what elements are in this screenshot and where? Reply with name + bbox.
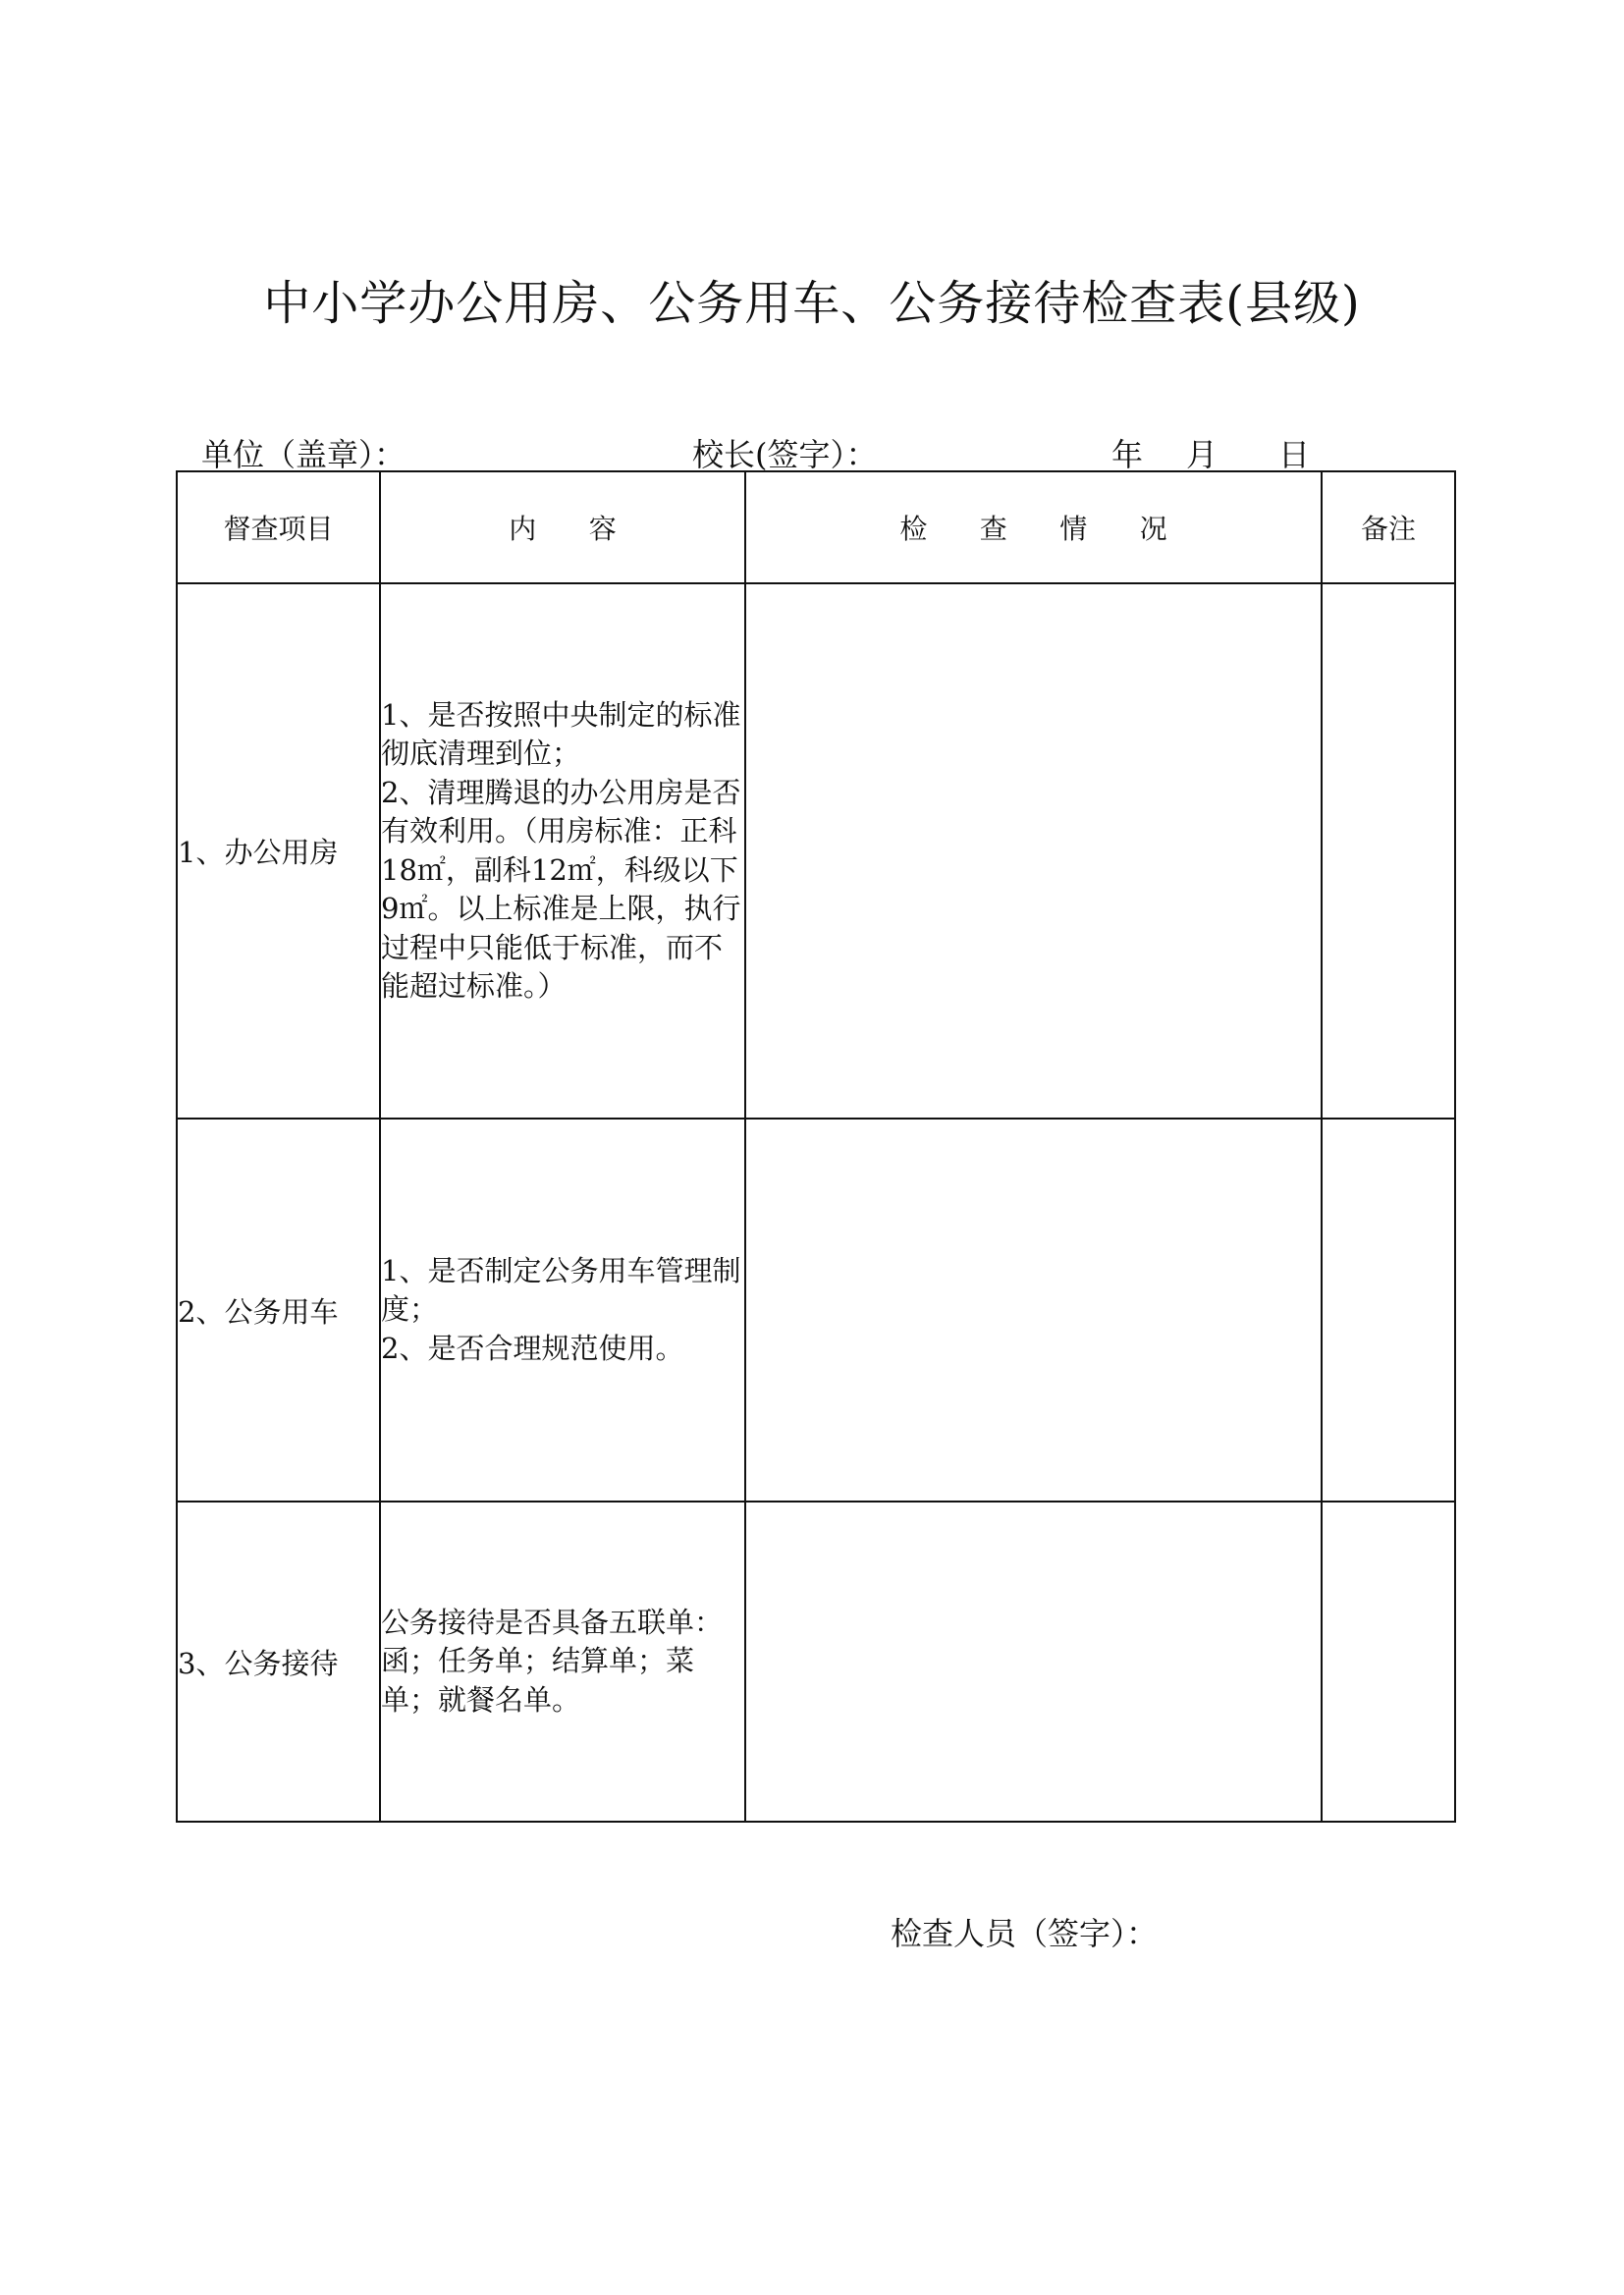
- header-check: 检 查 情 况: [745, 471, 1322, 583]
- content-line: 1、是否按照中央制定的标准彻底清理到位；: [381, 697, 741, 770]
- row-item-official-vehicles: 2、公务用车: [177, 1119, 380, 1502]
- table-row: [177, 1502, 1455, 1822]
- check-cell[interactable]: [745, 1502, 1322, 1822]
- date-month-label: 月: [1186, 436, 1218, 473]
- document-title: 中小学办公用房、公务用车、公务接待检查表(县级): [263, 276, 1361, 331]
- header-note: 备注: [1322, 471, 1455, 583]
- date-year-label: 年: [1111, 436, 1144, 473]
- table-row: [177, 1119, 1455, 1502]
- content-line: 2、清理腾退的办公用房是否有效利用。（用房标准：正科18㎡，副科12㎡，科级以下9㎡。以上标准是上限，执行过程中只能低于标准，而不能超过标准。）: [381, 775, 741, 1003]
- content-line: 1、是否制定公务用车管理制度；: [381, 1253, 741, 1327]
- note-cell[interactable]: [1322, 1119, 1455, 1502]
- principal-signature-label: 校长(签字）：: [692, 436, 878, 473]
- row-item-office-space: 1、办公用房: [177, 583, 380, 1119]
- note-cell[interactable]: [1322, 583, 1455, 1119]
- table-row: [177, 583, 1455, 1119]
- content-line: 2、是否合理规范使用。: [381, 1331, 684, 1365]
- row-content-official-reception: [380, 1502, 745, 1822]
- check-cell[interactable]: [745, 583, 1322, 1119]
- inspector-signature-label: 检查人员（签字）：: [891, 1915, 1159, 1952]
- header-content: 内 容: [380, 471, 745, 583]
- check-cell[interactable]: [745, 1119, 1322, 1502]
- row-content-office-space: [380, 583, 745, 1119]
- table-header-row: [177, 471, 1455, 583]
- unit-seal-label: 单位（盖章）：: [201, 436, 406, 473]
- date-day-label: 日: [1278, 436, 1311, 473]
- inspection-table: [176, 470, 1456, 1823]
- row-item-official-reception: 3、公务接待: [177, 1502, 380, 1822]
- row-content-official-vehicles: [380, 1119, 745, 1502]
- header-item: 督查项目: [177, 471, 380, 583]
- note-cell[interactable]: [1322, 1502, 1455, 1822]
- content-line: 公务接待是否具备五联单：函；任务单；结算单；菜单；就餐名单。: [381, 1605, 724, 1717]
